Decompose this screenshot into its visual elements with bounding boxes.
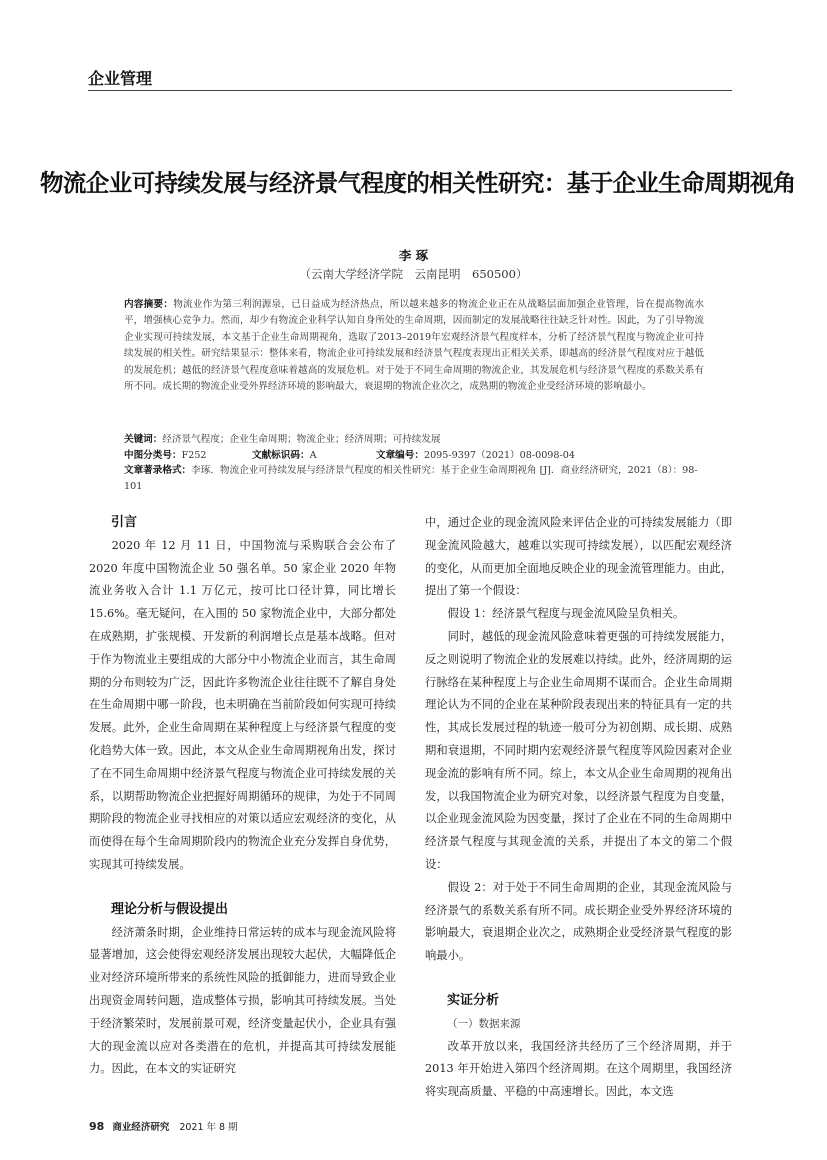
doc-code-value: A bbox=[309, 450, 317, 461]
citation-label: 文章著录格式： bbox=[124, 465, 192, 476]
heading-theory: 理论分析与假设提出 bbox=[111, 901, 229, 917]
clc-value: F252 bbox=[181, 450, 207, 461]
heading-empirical: 实证分析 bbox=[447, 992, 500, 1008]
author-name: 李 琢 bbox=[398, 248, 429, 263]
header-rule bbox=[88, 90, 732, 91]
section-tag: 企业管理 bbox=[88, 69, 153, 88]
paragraph-theory: 经济萧条时期，企业维持日常运转的成本与现金流风险将显著增加，这会使得宏观经济发展出现较大起伏，大幅降低企业对经济环境所带来的系统性风险的抵御能力，进而导致企业出现资金周转问题，造成整体亏损，影响其可持续发展。当处于经济繁荣时，发展前景可观，经济变量起伏小，企业具有强大的现金流以应对各类潜在的危机，并提高其可持续发展能力。因此，在本文的实证研究 bbox=[89, 925, 396, 1076]
citation-text: 李琢．物流企业可持续发展与经济景气程度的相关性研究：基于企业生命周期视角 [J]．商业经济研究，2021（8）：98-101 bbox=[124, 465, 698, 493]
keywords-label: 关键词： bbox=[124, 434, 163, 445]
keywords bbox=[124, 431, 441, 445]
doc-code-label: 文献标识码： bbox=[252, 450, 310, 461]
paragraph-introduction: 2020 年 12 月 11 日，中国物流与采购联合会公布了 2020 年度中国物流企业 50 强名单。50 家企业 2020 年物流业务收入合计 1.1 万亿元，按可比口径计算，同比增长 15.6%。毫无疑问，在入围的 50 家物流企业中，大部分都处在成熟期，扩张规模、开发新的利润增长点是基本战略。但对于作为物流业主要组成的大部分中小物流企业而言，其生命周期的分布则较为广泛，因此许多物流企业往往既不了解自身处在生命周期中哪一阶段，也未明确在当前阶段如何实现可持续发展。此外，企业生命周期在某种程度上与经济景气程度的变化趋势大体一致。因此，本文从企业生命周期视角出发，探讨了在不同生命周期中经济景气程度与物流企业可持续发展的关系，以期帮助物流企业把握好周期循环的规律，为处于不同周期阶段的物流企业寻找相应的对策以适应宏观经济的变化，从而使得在每个生命周期阶段内的物流企业充分发挥自身优势，实现其可持续发展。 bbox=[89, 538, 396, 871]
keywords-text: 经济景气程度；企业生命周期；物流企业；经济周期；可持续发展 bbox=[162, 434, 441, 445]
paragraph-continuation: 中，通过企业的现金流风险来评估企业的可持续发展能力（即现金流风险越大，越难以实现可持续发展），以匹配宏观经济的变化，从而更加全面地反映企业的现金流管理能力。由此，提出了第一个假设： bbox=[425, 516, 732, 598]
right-column bbox=[425, 512, 732, 1104]
subheading-data-source: （一）数据来源 bbox=[447, 1017, 521, 1030]
clc-label: 中图分类号： bbox=[124, 450, 182, 461]
abstract-text: 物流业作为第三利润源泉，已日益成为经济热点，所以越来越多的物流企业正在从战略层面加强企业管理，旨在提高物流水平，增强核心竞争力。然而，却少有物流企业科学认知自身所处的生命周期，因而制定的发展战略往往缺乏针对性。因此，为了引导物流企业实现可持续发展，本文基于企业生命周期视角，选取了2013–2019年宏观经济景气程度样本，分析了经济景气程度与物流企业可持续发展的相关性。研究结果显示：整体来看，物流企业可持续发展和经济景气程度表现出正相关关系，即越高的经济景气程度对应于越低的发展危机；越低的经济景气程度意味着越高的发展危机。对于处于不同生命周期的物流企业，其发展危机与经济景气程度的系数关系有所不同。成长期的物流企业受外界经济环境的影响最大，衰退期的物流企业次之，成熟期的物流企业受经济环境的影响最小。 bbox=[124, 299, 705, 393]
author-affiliation: （云南大学经济学院 云南昆明 650500） bbox=[299, 267, 528, 281]
abstract-label: 内容摘要： bbox=[124, 299, 174, 310]
classification-line bbox=[124, 447, 575, 461]
citation bbox=[124, 463, 704, 496]
page-footer bbox=[89, 1119, 238, 1133]
article-title: 物流企业可持续发展与经济景气程度的相关性研究：基于企业生命周期视角 bbox=[40, 169, 796, 197]
paragraph-data-source: 改革开放以来，我国经济共经历了三个经济周期，并于 2013 年开始进入第四个经济周期。在这个周期里，我国经济将实现高质量、平稳的中高速增长。因此，本文选 bbox=[425, 1039, 732, 1099]
article-number-value: 2095-9397（2021）08-0098-04 bbox=[423, 450, 575, 461]
page-number: 98 bbox=[89, 1120, 105, 1133]
heading-introduction: 引言 bbox=[111, 515, 138, 530]
left-column bbox=[89, 512, 396, 1081]
journal-issue: 2021 年 8 期 bbox=[179, 1122, 238, 1133]
hypothesis-2: 假设 2：对于处于不同生命周期的企业，其现金流风险与经济景气的系数关系有所不同。成长期企业受外界经济环境的影响最大，衰退期企业次之，成熟期企业受经济景气程度的影响最小。 bbox=[425, 880, 732, 963]
hypothesis-1: 假设 1：经济景气程度与现金流风险呈负相关。 bbox=[447, 607, 685, 621]
abstract bbox=[124, 297, 704, 395]
journal-name: 商业经济研究 bbox=[112, 1122, 170, 1133]
article-number-label: 文章编号： bbox=[376, 450, 424, 461]
paragraph-lifecycle: 同时，越低的现金流风险意味着更强的可持续发展能力，反之则说明了物流企业的发展难以持续。此外，经济周期的运行脉络在某种程度上与企业生命周期不谋而合。企业生命周期理论认为不同的企业在某种阶段表现出来的特征具有一定的共性，其成长发展过程的轨迹一般可分为初创期、成长期、成熟期和衰退期，不同时期内宏观经济景气程度等风险因素对企业现金流的影响有所不同。综上，本文从企业生命周期的视角出发，以我国物流企业为研究对象，以经济景气程度为自变量，以企业现金流风险为因变量，探讨了企业在不同的生命周期中经济景气程度与其现金流的关系，并提出了本文的第二个假设： bbox=[425, 629, 732, 871]
